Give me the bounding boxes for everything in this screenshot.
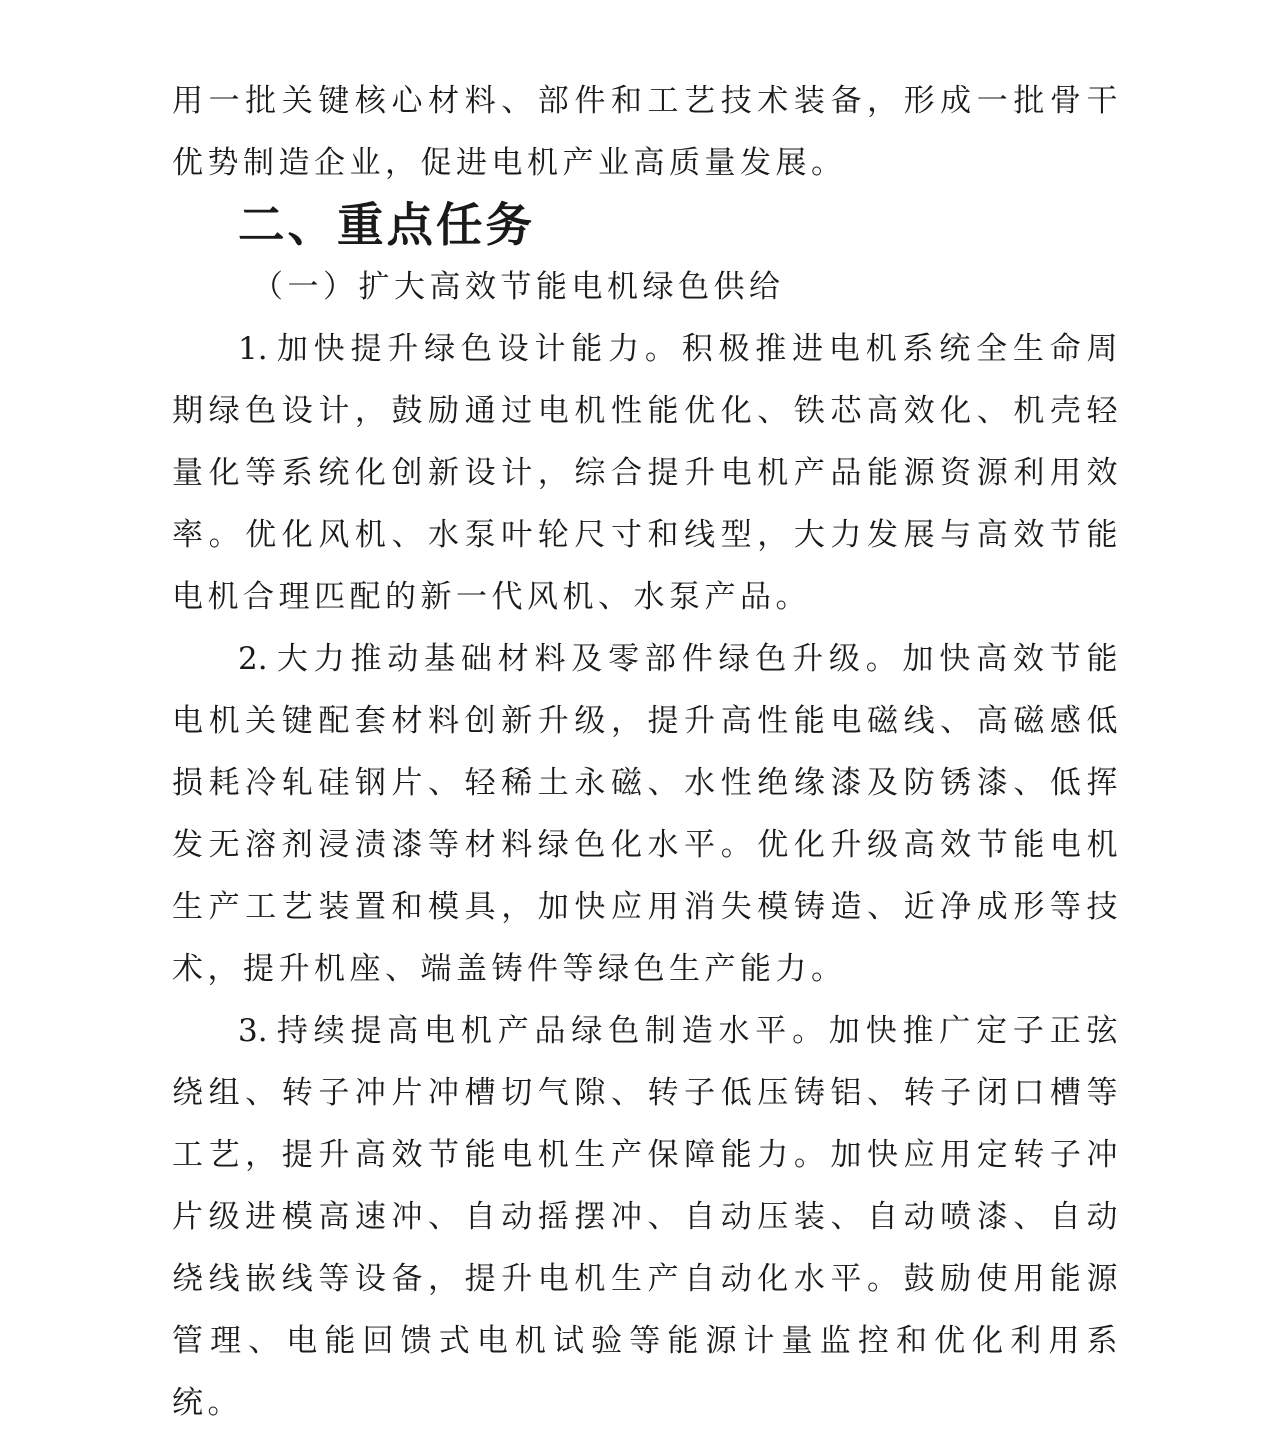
task-item-text: 大力推动基础材料及零部件绿色升级。加快高效节能电机关键配套材料创新升级，提升高性能电磁线、高磁感低损耗冷轧硅钢片、轻稀土永磁、水性绝缘漆及防锈漆、低挥发无溶剂浸渍漆等材料绿色化水平。优化升级高效节能电机生产工艺装置和模具，加快应用消失模铸造、近净成形等技术，提升机座、端盖铸件等绿色生产能力。 [172,641,1122,987]
task-item-text: 持续提高电机产品绿色制造水平。加快推广定子正弦绕组、转子冲片冲槽切气隙、转子低压铸铝、转子闭口槽等工艺，提升高效节能电机生产保障能力。加快应用定转子冲片级进模高速冲、自动摇摆冲、自动压装、自动喷漆、自动绕线嵌线等设备，提升电机生产自动化水平。鼓励使用能源管理、电能回馈式电机试验等能源计量监控和优化利用系统。 [172,1013,1122,1421]
task-item-number: 2. [238,641,268,677]
continuation-paragraph: 用一批关键核心材料、部件和工艺技术装备，形成一批骨干优势制造企业，促进电机产业高质量发展。 [172,83,1122,181]
task-item-number: 1. [238,331,268,367]
task-item-text: 加快提升绿色设计能力。积极推进电机系统全生命周期绿色设计，鼓励通过电机性能优化、铁芯高效化、机壳轻量化等系统化创新设计，综合提升电机产品能源资源利用效率。优化风机、水泵叶轮尺寸和线型，大力发展与高效节能电机合理匹配的新一代风机、水泵产品。 [172,331,1122,615]
task-item-number: 3. [238,1013,268,1049]
task-item-2 [172,628,1122,1000]
task-item-3 [172,1000,1122,1434]
subsection-heading: （一）扩大高效节能电机绿色供给 [252,269,785,305]
task-item-1 [172,318,1122,628]
section-heading: 二、重点任务 [238,198,535,252]
document-page [172,70,1122,1434]
